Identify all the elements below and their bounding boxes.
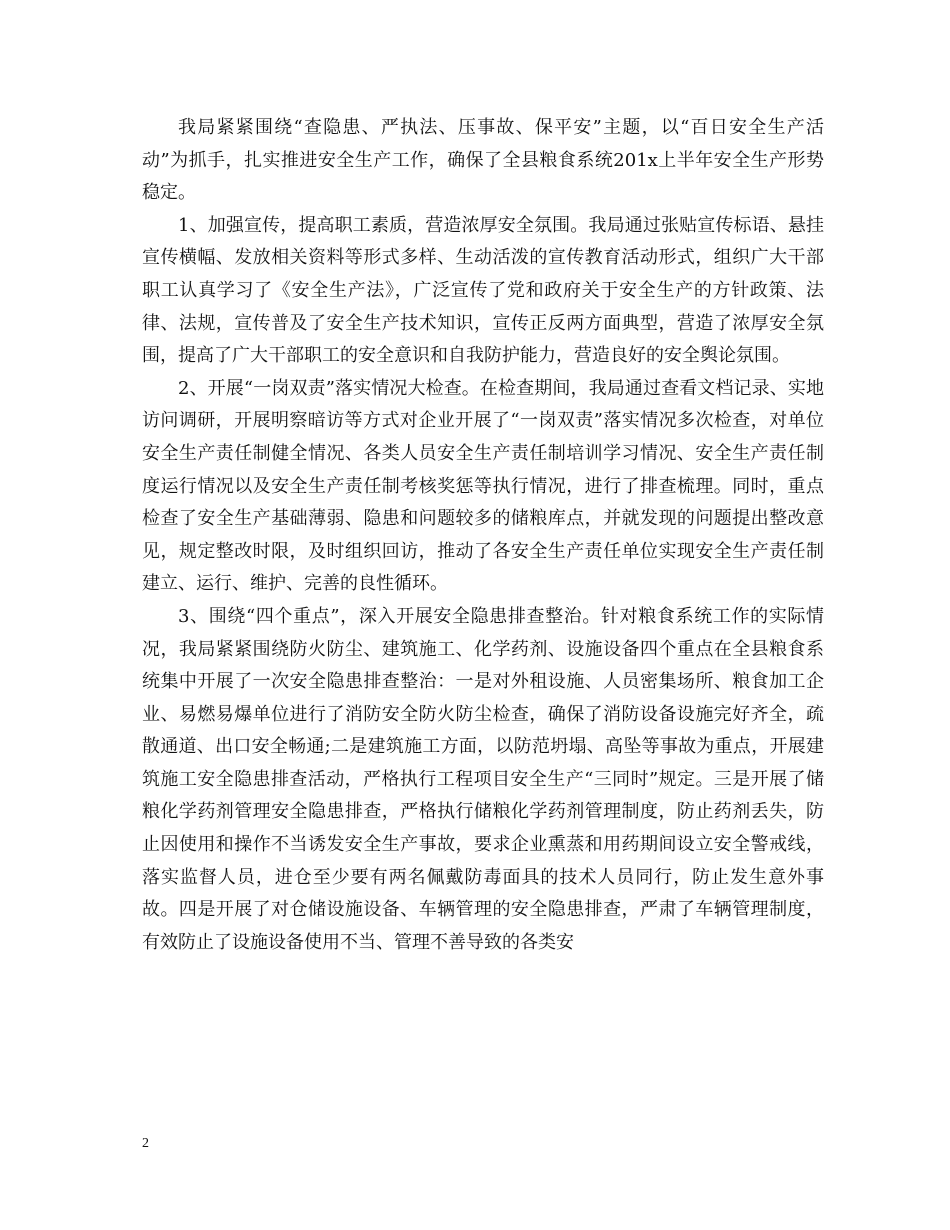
paragraph-section-1: 1、加强宣传，提高职工素质，营造浓厚安全氛围。我局通过张贴宣传标语、悬挂宣传横幅、发放相关资料等形式多样、生动活泼的宣传教育活动形式，组织广大干部职工认真学习了《安全生产法》，广泛宣传了党和政府关于安全生产的方针政策、法律、法规，宣传普及了安全生产技术知识，宣传正反两方面典型，营造了浓厚安全氛围，提高了广大干部职工的安全意识和自我防护能力，营造良好的安全舆论氛围。: [142, 214, 824, 367]
document-body: [142, 112, 824, 959]
paragraph-intro: 我局紧紧围绕“查隐患、严执法、压事故、保平安”主题，以“百日安全生产活动”为抓手，扎实推进安全生产工作，确保了全县粮食系统201x上半年安全生产形势稳定。: [142, 117, 824, 204]
paragraph-section-2: 2、开展“一岗双责”落实情况大检查。在检查期间，我局通过查看文档记录、实地访问调研，开展明察暗访等方式对企业开展了“一岗双责”落实情况多次检查，对单位安全生产责任制健全情况、各类人员安全生产责任制培训学习情况、安全生产责任制度运行情况以及安全生产责任制考核奖惩等执行情况，进行了排查梳理。同时，重点检查了安全生产基础薄弱、隐患和问题较多的储粮库点，并就发现的问题提出整改意见，规定整改时限，及时组织回访，推动了各安全生产责任单位实现安全生产责任制建立、运行、维护、完善的良性循环。: [142, 377, 824, 595]
page-number: 2: [142, 1136, 149, 1151]
paragraph-section-3: 3、围绕“四个重点”，深入开展安全隐患排查整治。针对粮食系统工作的实际情况，我局紧紧围绕防火防尘、建筑施工、化学药剂、设施设备四个重点在全县粮食系统集中开展了一次安全隐患排查整治：一是对外租设施、人员密集场所、粮食加工企业、易燃易爆单位进行了消防安全防火防尘检查，确保了消防设备设施完好齐全，疏散通道、出口安全畅通;二是建筑施工方面，以防范坍塌、高坠等事故为重点，开展建筑施工安全隐患排查活动，严格执行工程项目安全生产“三同时”规定。三是开展了储粮化学药剂管理安全隐患排查，严格执行储粮化学药剂管理制度，防止药剂丢失，防止因使用和操作不当诱发安全生产事故，要求企业熏蒸和用药期间设立安全警戒线，落实监督人员，进仓至少要有两名佩戴防毒面具的技术人员同行，防止发生意外事故。四是开展了对仓储设施设备、车辆管理的安全隐患排查，严肃了车辆管理制度，有效防止了设施设备使用不当、管理不善导致的各类安: [142, 605, 824, 953]
